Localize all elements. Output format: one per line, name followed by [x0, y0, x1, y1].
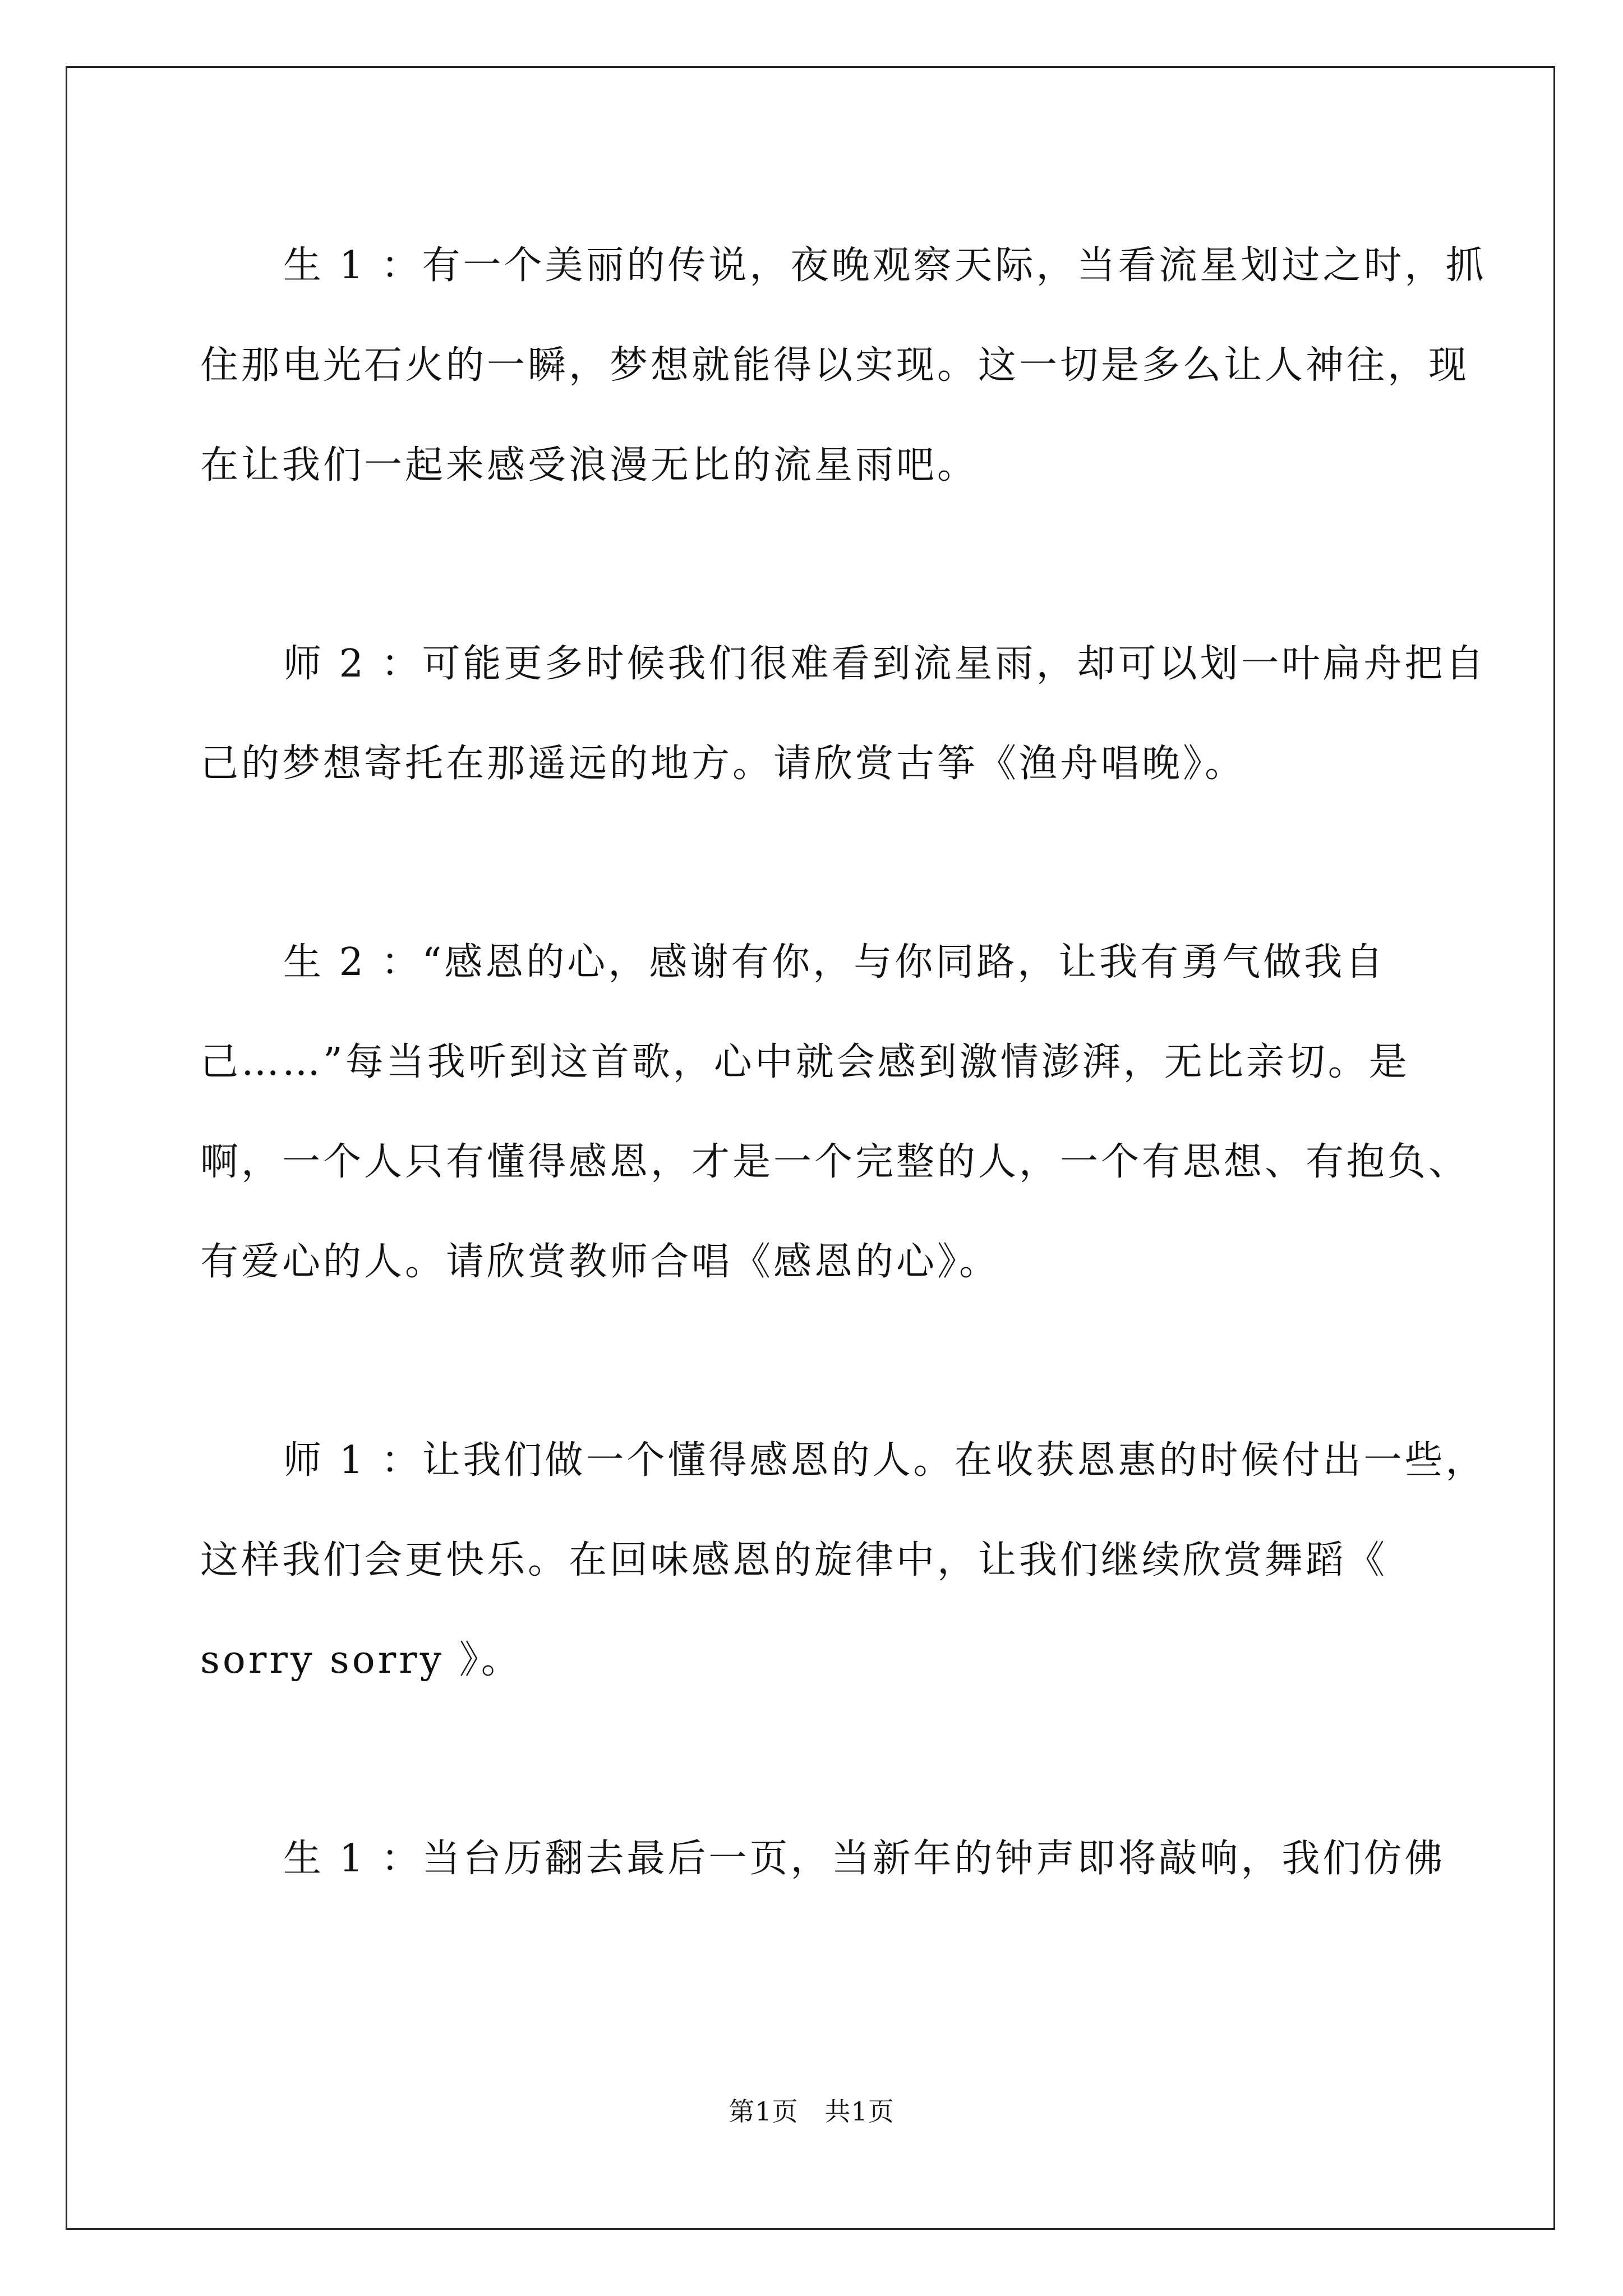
document-body [200, 216, 1490, 1909]
paragraph-2: 师 2 ：可能更多时候我们很难看到流星雨，却可以划一叶扁舟把自己的梦想寄托在那遥远的地方。请欣赏古筝《渔舟唱晚》。 [200, 642, 1487, 786]
page-footer: 第1页 共1页 [728, 2096, 895, 2127]
paragraph-5: 生 1 ：当台历翻去最后一页，当新年的钟声即将敲响，我们仿佛 [283, 1837, 1446, 1881]
paragraph-4: 师 1 ：让我们做一个懂得感恩的人。在收获恩惠的时候付出一些，这样我们会更快乐。在回味感恩的旋律中，让我们继续欣赏舞蹈《 sorry sorry 》。 [200, 1438, 1487, 1682]
paragraph-1: 生 1 ：有一个美丽的传说，夜晚观察天际，当看流星划过之时，抓住那电光石火的一瞬，梦想就能得以实现。这一切是多么让人神往，现在让我们一起来感受浪漫无比的流星雨吧。 [200, 243, 1487, 487]
paragraph-3: 生 2 ：“感恩的心，感谢有你，与你同路，让我有勇气做我自己……”每当我听到这首歌，心中就会感到激情澎湃，无比亲切。是啊，一个人只有懂得感恩，才是一个完整的人，一个有思想、有抱负、有爱心的人。请欣赏教师合唱《感恩的心》。 [200, 940, 1470, 1284]
